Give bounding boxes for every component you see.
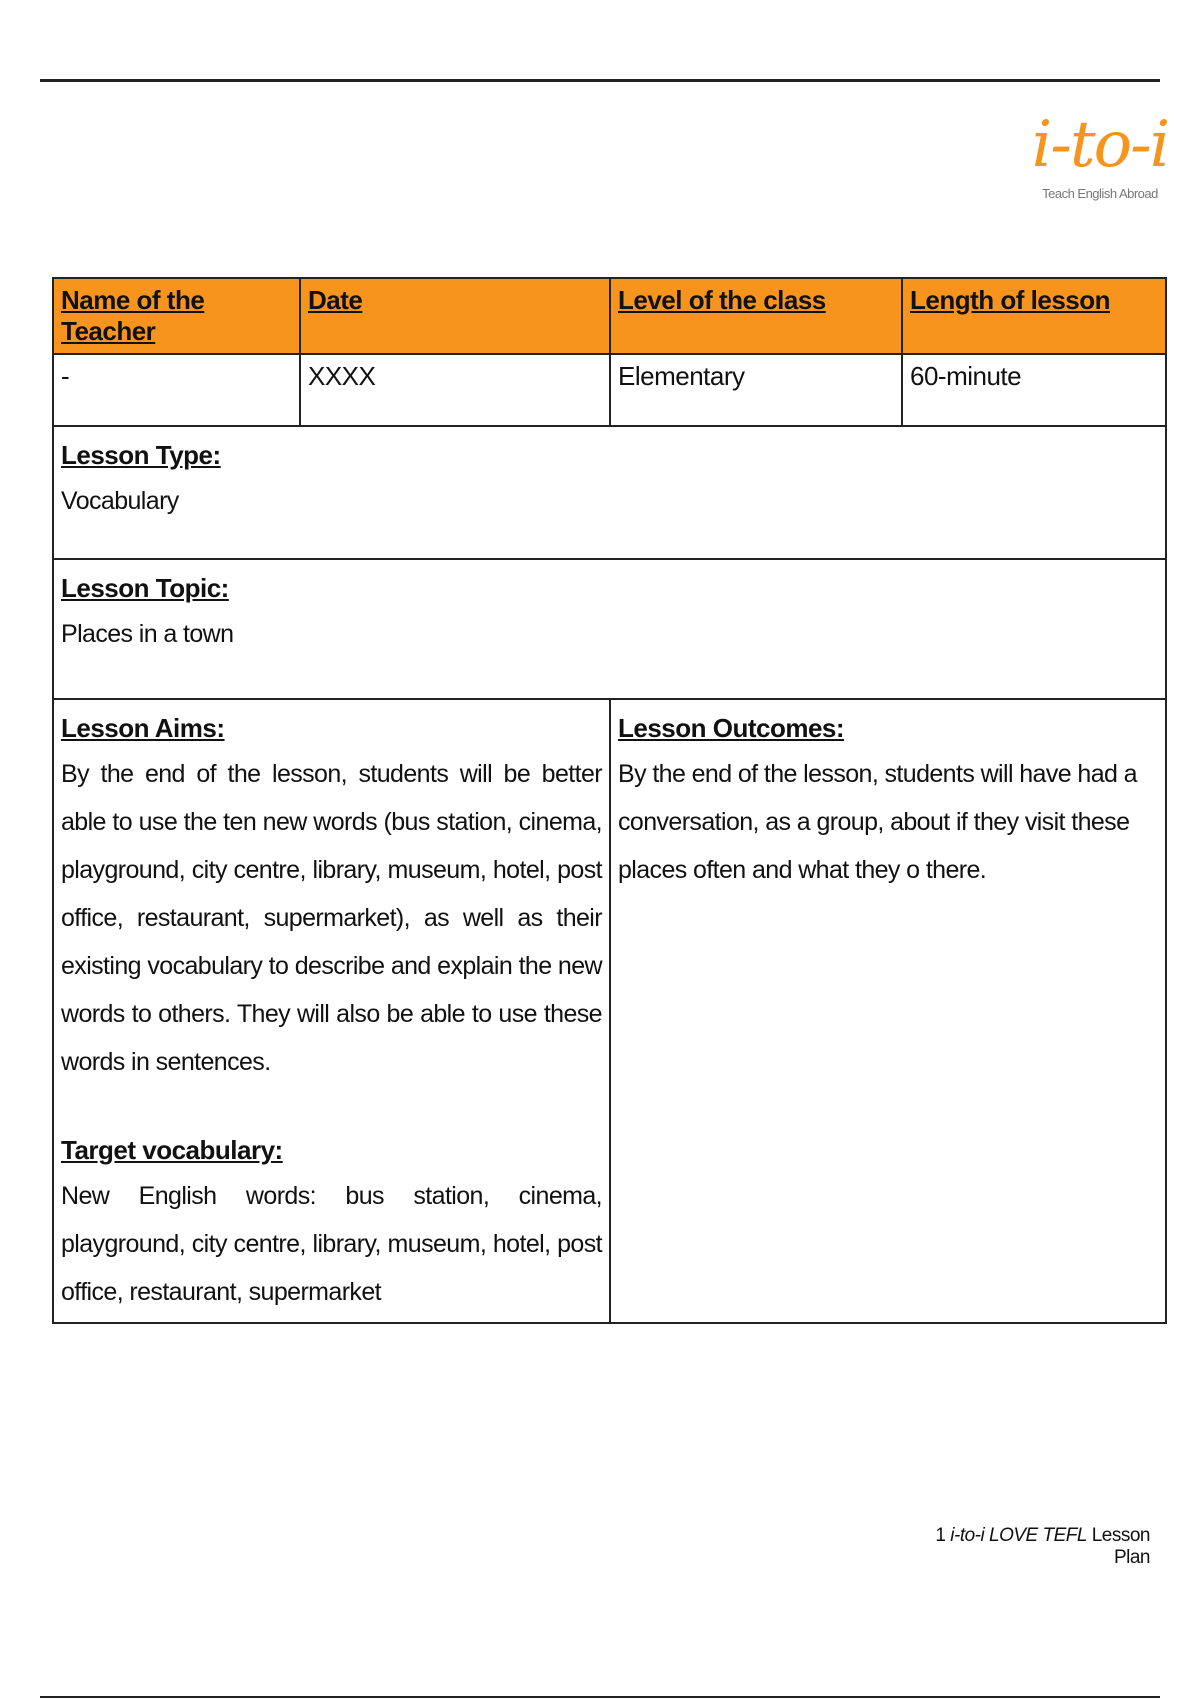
lesson-topic-cell (53, 559, 1166, 699)
teacher-value: - (61, 361, 70, 391)
values-row (53, 354, 1166, 426)
length-label: Length of lesson (910, 285, 1110, 315)
top-rule (40, 79, 1160, 82)
lesson-aims-text: By the end of the lesson, students will be better able to use the ten new words (bus station, cinema, playground, city centre, library, museum, hotel, post office, restaurant, supermarket), as well as their existing vocabulary to describe and explain the new words to others. They will also be able to use these words in sentences. (61, 760, 602, 1076)
date-header-cell (300, 278, 610, 354)
target-vocabulary-label: Target vocabulary: (61, 1135, 283, 1165)
level-value-cell (610, 354, 902, 426)
aims-outcomes-row (53, 699, 1166, 1323)
logo-mark: i-to-i (1031, 108, 1169, 182)
lesson-outcomes-text: By the end of the lesson, students will have had a conversation, as a group, about if they visit these places often and what they o there. (618, 760, 1137, 884)
date-value: XXXX (308, 361, 376, 391)
logo-tagline: Teach English Abroad (1042, 186, 1158, 201)
page-footer (900, 1525, 1150, 1569)
page-number: 1 (935, 1525, 946, 1546)
lesson-outcomes-cell (610, 699, 1166, 1323)
lesson-topic-row (53, 559, 1166, 699)
lesson-plan-table (52, 277, 1167, 1324)
lesson-outcomes-label: Lesson Outcomes: (618, 713, 845, 743)
level-header-cell (610, 278, 902, 354)
footer-brand: i-to-i LOVE TEFL (950, 1525, 1087, 1546)
lesson-aims-label: Lesson Aims: (61, 713, 225, 743)
lesson-aims-cell (53, 699, 610, 1323)
date-label: Date (308, 285, 363, 315)
level-value: Elementary (618, 361, 745, 391)
lesson-topic-label: Lesson Topic: (61, 573, 229, 603)
footer-suffix: Lesson Plan (1091, 1525, 1150, 1568)
length-header-cell (902, 278, 1166, 354)
logo (1030, 100, 1170, 230)
bottom-rule (40, 1696, 1160, 1698)
length-value-cell (902, 354, 1166, 426)
target-vocabulary-text: New English words: bus station, cinema, playground, city centre, library, museum, hotel, post office, restaurant, supermarket (61, 1182, 602, 1306)
lesson-type-label: Lesson Type: (61, 440, 221, 470)
lesson-type-row (53, 426, 1166, 559)
length-value: 60-minute (910, 361, 1022, 391)
lesson-type-value: Vocabulary (61, 487, 179, 515)
teacher-label: Name of the Teacher (61, 285, 205, 346)
header-row (53, 278, 1166, 354)
teacher-value-cell (53, 354, 300, 426)
lesson-topic-value: Places in a town (61, 620, 234, 648)
teacher-header-cell (53, 278, 300, 354)
date-value-cell (300, 354, 610, 426)
lesson-type-cell (53, 426, 1166, 559)
level-label: Level of the class (618, 285, 826, 315)
